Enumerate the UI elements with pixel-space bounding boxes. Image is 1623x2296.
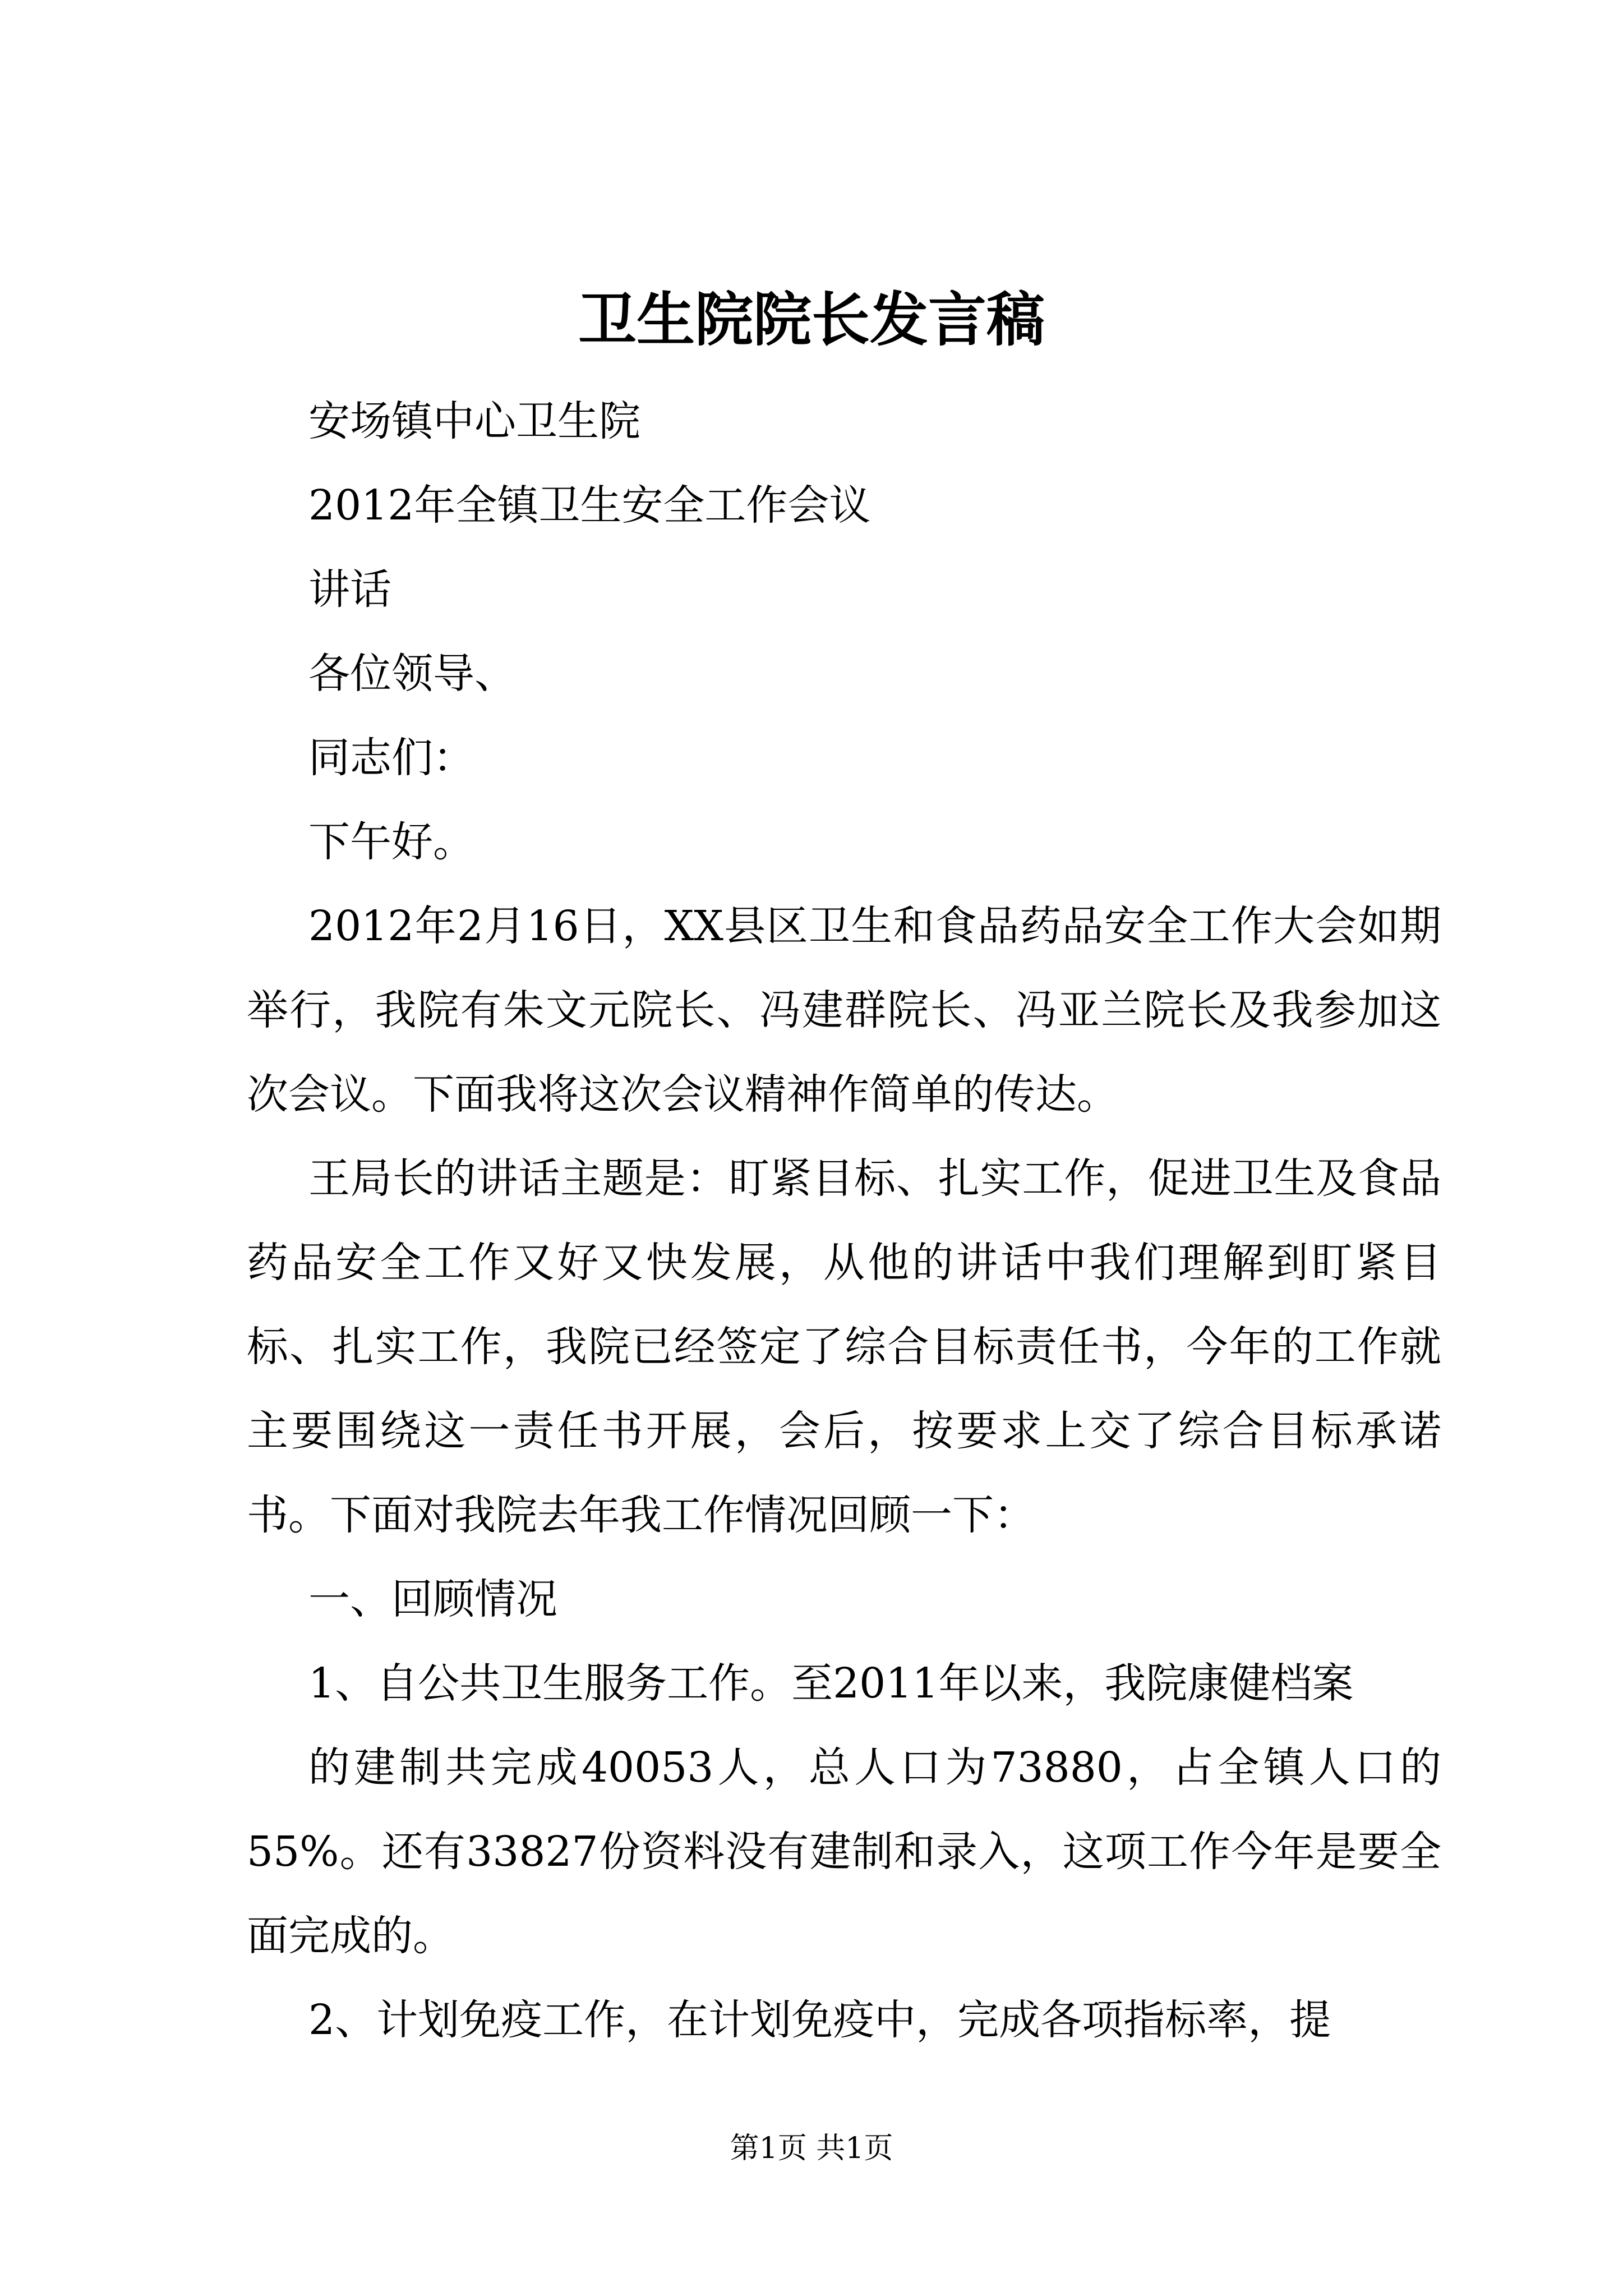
body-paragraph: 2012年2月16日，XX县区卫生和食品药品安全工作大会如期举行，我院有朱文元院长、冯建群院长、冯亚兰院长及我参加这次会议。下面我将这次会议精神作简单的传达。 xyxy=(247,902,1441,1119)
body-paragraph: 1、自公共卫生服务工作。至2011年以来，我院康健档案 xyxy=(308,1659,1354,1708)
heading-line: 下午好。 xyxy=(308,818,474,866)
body-paragraph: 王局长的讲话主题是：盯紧目标、扎实工作，促进卫生及食品药品安全工作又好又快发展，从他的讲话中我们理解到盯紧目标、扎实工作，我院已经签定了综合目标责任书，今年的工作就主要围绕这一责任书开展，会后，按要求上交了综合目标承诺书。下面对我院去年我工作情况回顾一下： xyxy=(247,1154,1441,1539)
document-body xyxy=(247,379,1441,2062)
page-footer: 第1页 共1页 xyxy=(730,2132,893,2165)
heading-line: 讲话 xyxy=(308,565,391,614)
section-heading: 一、回顾情况 xyxy=(308,1575,557,1623)
heading-line: 安场镇中心卫生院 xyxy=(308,397,640,445)
heading-line: 各位领导、 xyxy=(308,650,516,698)
document-title: 卫生院院长发言稿 xyxy=(578,285,1045,354)
heading-line: 2012年全镇卫生安全工作会议 xyxy=(308,481,871,530)
body-paragraph: 2、计划免疫工作，在计划免疫中，完成各项指标率，提 xyxy=(308,1996,1331,2044)
heading-line: 同志们： xyxy=(308,734,474,782)
body-paragraph: 的建制共完成40053人，总人口为73880，占全镇人口的55%。还有33827份资料没有建制和录入，这项工作今年是要全面完成的。 xyxy=(247,1743,1441,1960)
